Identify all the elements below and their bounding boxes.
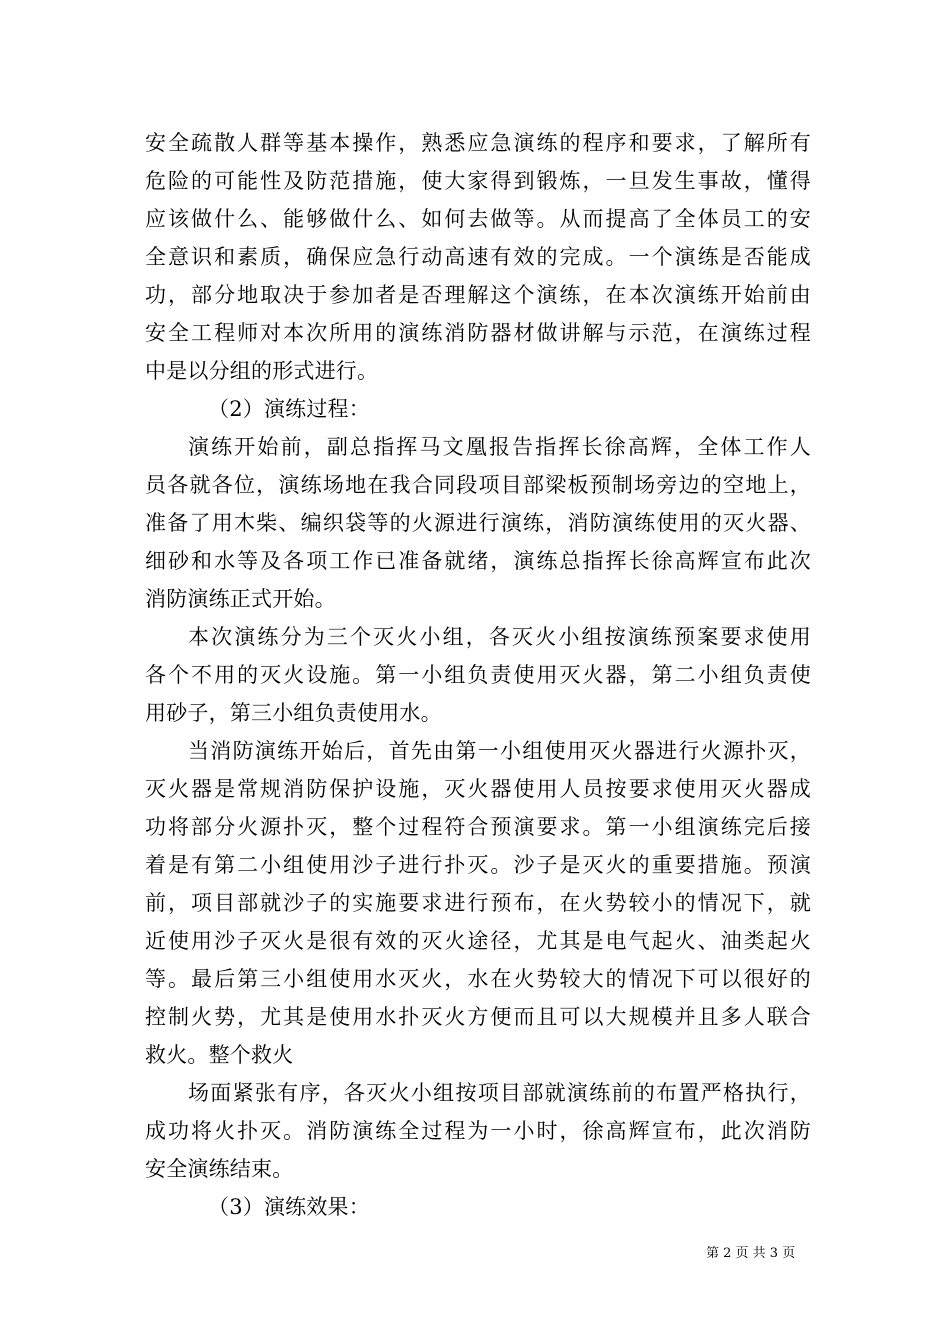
text-line: 安全疏散人群等基本操作，熟悉应急演练的程序和要求，了解所有 (145, 131, 811, 155)
text-line: 危险的可能性及防范措施，使大家得到锻炼，一旦发生事故，懂得 (145, 169, 811, 193)
text-line: 近使用沙子灭火是很有效的灭火途径，尤其是电气起火、油类起火 (145, 929, 811, 953)
text-line: 全意识和素质，确保应急行动高速有效的完成。一个演练是否能成 (145, 245, 811, 269)
text-line: 着是有第二小组使用沙子进行扑灭。沙子是灭火的重要措施。预演 (145, 853, 811, 877)
page-number: 第 2 页 共 3 页 (706, 1246, 796, 1261)
text-line: 本次演练分为三个灭火小组，各灭火小组按演练预案要求使用 (188, 625, 811, 649)
text-line: 等。最后第三小组使用水灭火，水在火势较大的情况下可以很好的 (145, 967, 811, 991)
text-line: 应该做什么、能够做什么、如何去做等。从而提高了全体员工的安 (145, 207, 811, 231)
text-line: 功将部分火源扑灭，整个过程符合预演要求。第一小组演练完后接 (145, 815, 811, 839)
section-heading: （2）演练过程： (208, 397, 370, 421)
text-line: 安全工程师对本次所用的演练消防器材做讲解与示范，在演练过程 (145, 321, 811, 345)
text-line: 中是以分组的形式进行。 (145, 359, 379, 383)
document-body (145, 124, 811, 1226)
text-line: 灭火器是常规消防保护设施，灭火器使用人员按要求使用灭火器成 (145, 777, 811, 801)
text-line: 安全演练结束。 (145, 1157, 294, 1181)
text-line: 用砂子，第三小组负责使用水。 (145, 701, 442, 725)
text-line: 各个不用的灭火设施。第一小组负责使用灭火器，第二小组负责使 (145, 663, 811, 687)
text-line: 消防演练正式开始。 (145, 587, 336, 611)
text-line: 功，部分地取决于参加者是否理解这个演练，在本次演练开始前由 (145, 283, 811, 307)
text-line: 当消防演练开始后，首先由第一小组使用灭火器进行火源扑灭， (188, 739, 811, 763)
text-line: 救火。整个救火 (145, 1043, 294, 1067)
section-heading: （3）演练效果： (208, 1195, 370, 1219)
text-line: 细砂和水等及各项工作已准备就绪，演练总指挥长徐高辉宣布此次 (145, 549, 811, 573)
text-line: 准备了用木柴、编织袋等的火源进行演练，消防演练使用的灭火器、 (145, 511, 811, 535)
text-line: 员各就各位，演练场地在我合同段项目部梁板预制场旁边的空地上， (145, 473, 811, 497)
text-line: 场面紧张有序，各灭火小组按项目部就演练前的布置严格执行， (188, 1081, 811, 1105)
text-line: 成功将火扑灭。消防演练全过程为一小时，徐高辉宣布，此次消防 (145, 1119, 811, 1143)
text-line: 控制火势，尤其是使用水扑灭火方便而且可以大规模并且多人联合 (145, 1005, 811, 1029)
text-line: 演练开始前，副总指挥马文凰报告指挥长徐高辉，全体工作人 (188, 435, 811, 459)
text-line: 前，项目部就沙子的实施要求进行预布，在火势较小的情况下，就 (145, 891, 811, 915)
